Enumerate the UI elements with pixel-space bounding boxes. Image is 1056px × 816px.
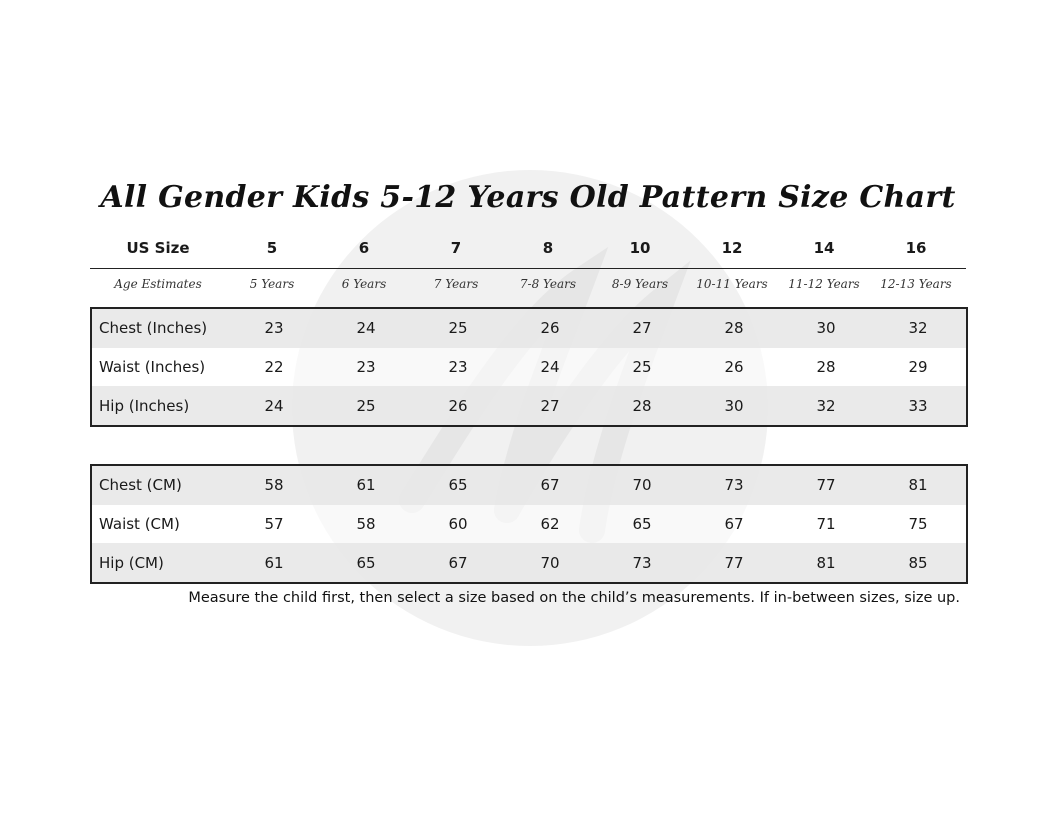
- value-cell: 62: [540, 515, 560, 534]
- row-label: Chest (Inches): [99, 319, 208, 338]
- value-cell: 58: [356, 515, 376, 534]
- size-header-cell: 7: [450, 239, 462, 257]
- value-cell: 70: [632, 476, 652, 495]
- value-cell: 61: [264, 553, 284, 572]
- value-cell: 26: [724, 358, 744, 377]
- table-row: [92, 466, 966, 505]
- table-row: [92, 543, 966, 582]
- age-cell: 11-12 Years: [788, 277, 860, 291]
- value-cell: 65: [632, 515, 652, 534]
- size-header-cell: 14: [813, 239, 835, 257]
- value-cell: 30: [816, 319, 836, 338]
- value-cell: 67: [448, 553, 468, 572]
- value-cell: 23: [448, 358, 468, 377]
- size-header-row: [90, 228, 966, 269]
- value-cell: 65: [448, 476, 468, 495]
- value-cell: 67: [724, 515, 744, 534]
- age-estimates-label: Age Estimates: [114, 277, 202, 291]
- age-cell: 7-8 Years: [519, 277, 577, 291]
- age-cell: 12-13 Years: [880, 277, 952, 291]
- value-cell: 33: [908, 396, 928, 415]
- value-cell: 29: [908, 358, 928, 377]
- value-cell: 24: [264, 396, 284, 415]
- value-cell: 30: [724, 396, 744, 415]
- page-title: All Gender Kids 5-12 Years Old Pattern Size Chart: [100, 180, 956, 215]
- value-cell: 70: [540, 553, 560, 572]
- row-label: Hip (Inches): [99, 396, 190, 415]
- value-cell: 58: [264, 476, 284, 495]
- value-cell: 65: [356, 553, 376, 572]
- value-cell: 77: [724, 553, 744, 572]
- age-cell: 8-9 Years: [611, 277, 669, 291]
- value-cell: 60: [448, 515, 468, 534]
- value-cell: 32: [908, 319, 928, 338]
- sizing-footnote: Measure the child first, then select a size based on the child’s measurements. If in-between sizes, size up.: [188, 590, 960, 606]
- size-header-cell: 8: [542, 239, 554, 257]
- value-cell: 81: [816, 553, 836, 572]
- value-cell: 25: [632, 358, 652, 377]
- value-cell: 57: [264, 515, 284, 534]
- value-cell: 71: [816, 515, 836, 534]
- value-cell: 27: [632, 319, 652, 338]
- value-cell: 24: [540, 358, 560, 377]
- value-cell: 73: [632, 553, 652, 572]
- value-cell: 24: [356, 319, 376, 338]
- value-cell: 28: [724, 319, 744, 338]
- value-cell: 77: [816, 476, 836, 495]
- value-cell: 28: [816, 358, 836, 377]
- table-row: [92, 505, 966, 544]
- value-cell: 67: [540, 476, 560, 495]
- table-row: [92, 386, 966, 425]
- value-cell: 73: [724, 476, 744, 495]
- value-cell: 27: [540, 396, 560, 415]
- value-cell: 26: [448, 396, 468, 415]
- value-cell: 22: [264, 358, 284, 377]
- size-header-label: US Size: [126, 239, 190, 257]
- size-header-cell: 16: [905, 239, 927, 257]
- size-header-cell: 6: [358, 239, 370, 257]
- value-cell: 81: [908, 476, 928, 495]
- value-cell: 23: [264, 319, 284, 338]
- age-cell: 10-11 Years: [696, 277, 768, 291]
- age-estimates-row: [90, 268, 966, 300]
- value-cell: 28: [632, 396, 652, 415]
- cm-table: [90, 464, 968, 584]
- inches-table: [90, 307, 968, 427]
- age-cell: 5 Years: [249, 277, 295, 291]
- row-label: Hip (CM): [99, 553, 164, 572]
- size-header-cell: 10: [629, 239, 651, 257]
- value-cell: 75: [908, 515, 928, 534]
- row-label: Waist (Inches): [99, 358, 206, 377]
- value-cell: 61: [356, 476, 376, 495]
- row-label: Waist (CM): [99, 515, 180, 534]
- value-cell: 26: [540, 319, 560, 338]
- size-header-cell: 12: [721, 239, 743, 257]
- value-cell: 25: [356, 396, 376, 415]
- value-cell: 25: [448, 319, 468, 338]
- size-header-cell: 5: [266, 239, 278, 257]
- age-cell: 6 Years: [341, 277, 387, 291]
- value-cell: 23: [356, 358, 376, 377]
- table-row: [92, 309, 966, 348]
- row-label: Chest (CM): [99, 476, 182, 495]
- value-cell: 85: [908, 553, 928, 572]
- table-row: [92, 348, 966, 387]
- age-cell: 7 Years: [433, 277, 479, 291]
- value-cell: 32: [816, 396, 836, 415]
